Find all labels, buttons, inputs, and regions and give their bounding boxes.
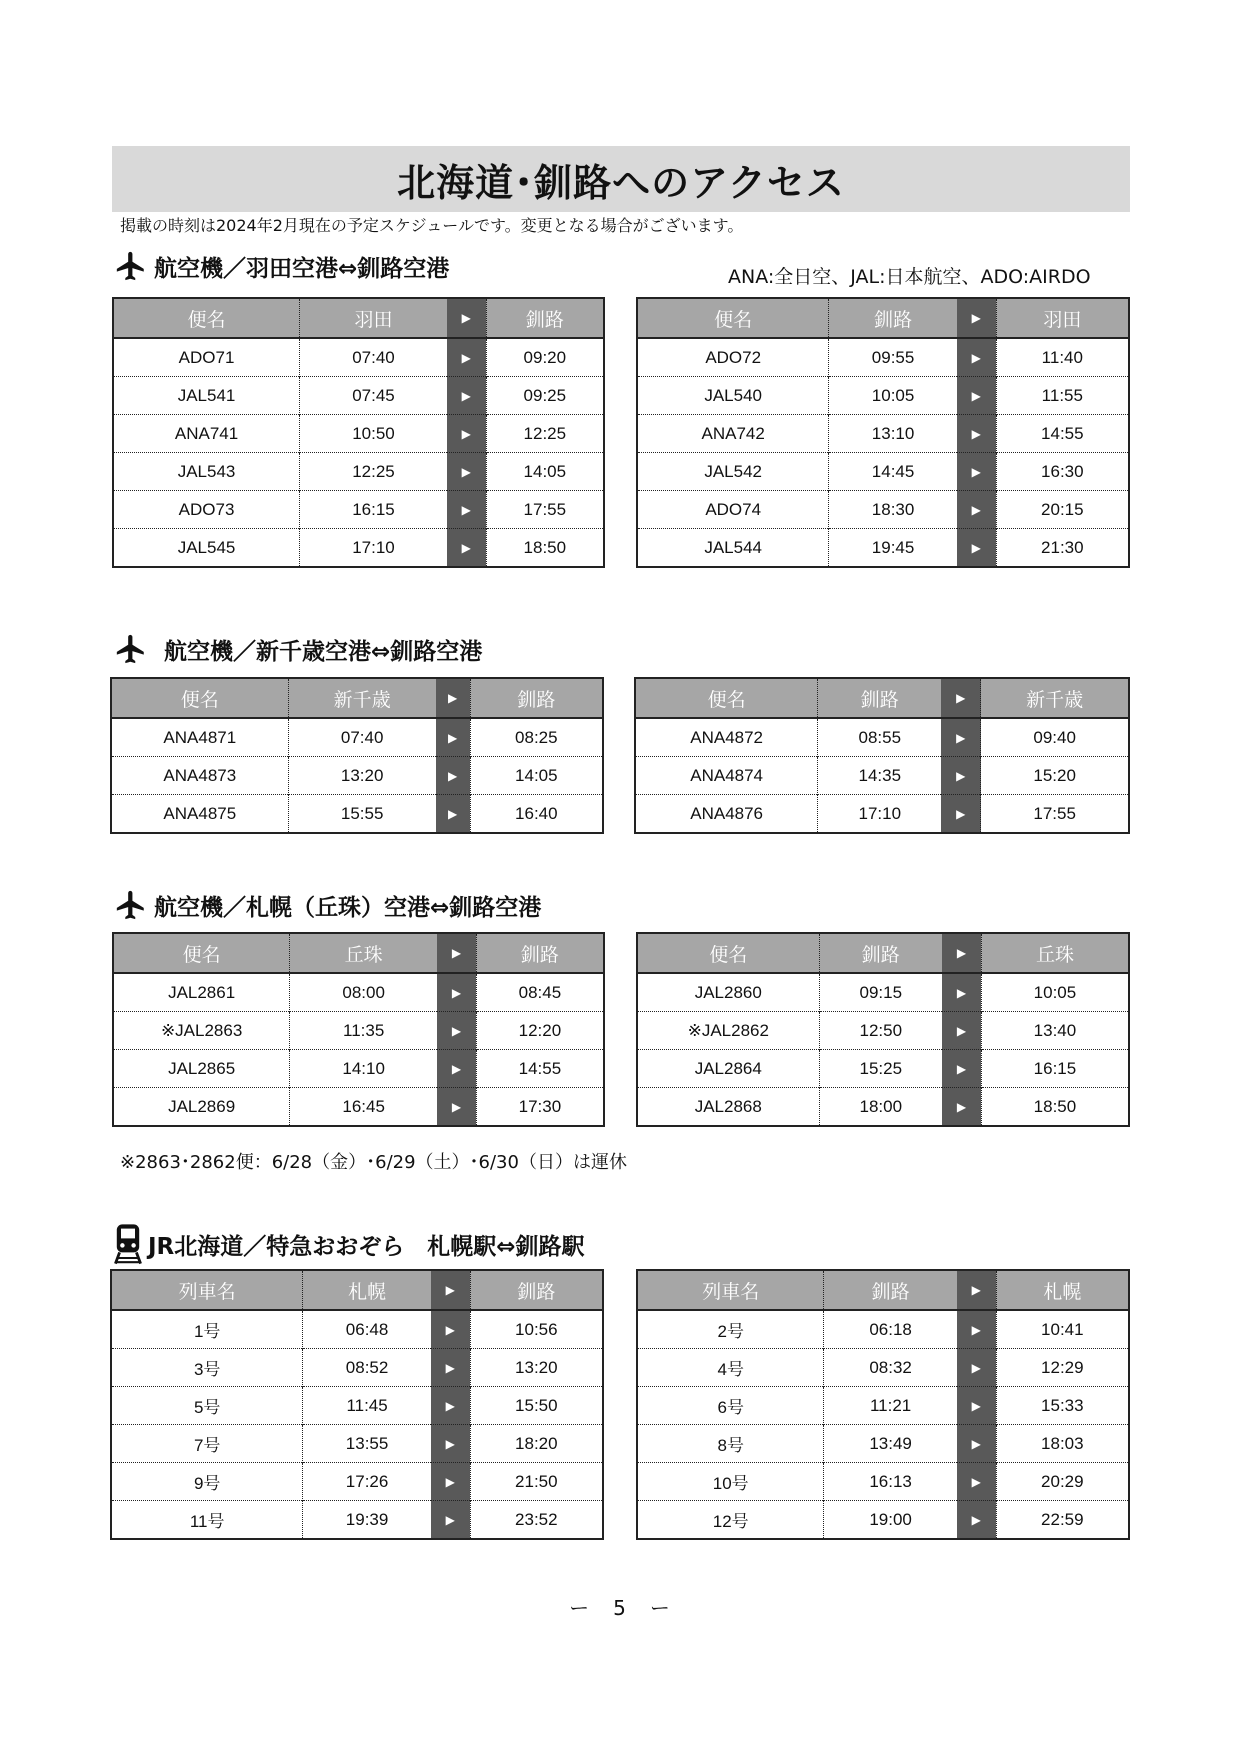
departure-time: 10:50 <box>300 415 447 453</box>
column-header: 札幌 <box>303 1270 431 1310</box>
departure-time: 13:20 <box>288 757 436 795</box>
flight-name: 12号 <box>637 1501 824 1540</box>
train-icon <box>114 1222 142 1266</box>
arrow-icon: ▶ <box>447 529 486 568</box>
arrival-time: 17:55 <box>981 795 1129 834</box>
arrow-icon: ▶ <box>431 1349 470 1387</box>
timetable-kushiro-to-okadama <box>636 932 1130 1127</box>
flight-name: ANA4873 <box>111 757 288 795</box>
arrow-icon: ▶ <box>942 973 981 1012</box>
arrow-icon: ▶ <box>957 1463 996 1501</box>
arrow-icon: ▶ <box>447 491 486 529</box>
departure-time: 08:52 <box>303 1349 431 1387</box>
table-row <box>637 1501 1129 1540</box>
flight-name: 6号 <box>637 1387 824 1425</box>
departure-time: 19:00 <box>824 1501 957 1540</box>
arrival-time: 09:25 <box>486 377 604 415</box>
arrival-time: 14:05 <box>470 757 603 795</box>
arrival-time: 08:25 <box>470 718 603 757</box>
arrow-icon: ▶ <box>436 718 470 757</box>
timetable-chitose-to-kushiro <box>110 677 604 834</box>
table-row <box>113 338 604 377</box>
arrival-time: 12:20 <box>476 1012 604 1050</box>
flight-name: 4号 <box>637 1349 824 1387</box>
title-banner <box>112 146 1130 212</box>
column-header: 新千歳 <box>981 678 1129 718</box>
departure-time: 08:55 <box>818 718 942 757</box>
arrival-time: 16:30 <box>996 453 1129 491</box>
page-title: 北海道･釧路へのアクセス <box>397 160 845 205</box>
column-header: 便名 <box>635 678 818 718</box>
column-header: 釧路 <box>486 298 604 338</box>
timetable-kushiro-to-sapporo <box>636 1269 1130 1540</box>
arrow-icon: ▶ <box>957 415 996 453</box>
flight-name: ADO71 <box>113 338 300 377</box>
arrow-icon: ▶ <box>957 338 996 377</box>
timetable-sapporo-to-kushiro <box>110 1269 604 1540</box>
departure-time: 10:05 <box>829 377 957 415</box>
arrival-time: 11:40 <box>996 338 1129 377</box>
departure-time: 09:55 <box>829 338 957 377</box>
arrow-icon: ▶ <box>437 1012 476 1050</box>
section-title-jr <box>114 1222 585 1266</box>
departure-time: 18:00 <box>819 1088 942 1127</box>
arrival-time: 10:41 <box>996 1310 1129 1349</box>
flight-name: ANA742 <box>637 415 829 453</box>
column-header: 新千歳 <box>288 678 436 718</box>
table-row <box>113 491 604 529</box>
flight-name: ※JAL2862 <box>637 1012 819 1050</box>
arrow-icon: ▶ <box>431 1463 470 1501</box>
column-header: 便名 <box>637 298 829 338</box>
flight-name: JAL2869 <box>113 1088 290 1127</box>
departure-time: 07:45 <box>300 377 447 415</box>
table-row <box>113 973 604 1012</box>
table-header-row <box>111 1270 603 1310</box>
table-row <box>111 757 603 795</box>
arrow-icon: ▶ <box>941 795 981 834</box>
table-row <box>637 415 1129 453</box>
flight-name: 7号 <box>111 1425 303 1463</box>
departure-time: 14:35 <box>818 757 942 795</box>
flight-name: 1号 <box>111 1310 303 1349</box>
flight-name: JAL540 <box>637 377 829 415</box>
airline-legend: ANA:全日空、JAL:日本航空、ADO:AIRDO <box>728 266 1091 288</box>
arrow-icon: ▶ <box>437 1088 476 1127</box>
section-title-haneda <box>114 247 449 285</box>
table-row <box>113 529 604 568</box>
arrow-icon: ▶ <box>437 933 476 973</box>
flight-name: ANA4871 <box>111 718 288 757</box>
arrow-icon: ▶ <box>941 718 981 757</box>
flight-name: 11号 <box>111 1501 303 1540</box>
departure-time: 09:15 <box>819 973 942 1012</box>
column-header: 列車名 <box>637 1270 824 1310</box>
departure-time: 08:00 <box>290 973 437 1012</box>
column-header: 丘珠 <box>290 933 437 973</box>
arrival-time: 12:25 <box>486 415 604 453</box>
airplane-icon <box>114 247 148 285</box>
table-row <box>637 1387 1129 1425</box>
arrow-icon: ▶ <box>436 678 470 718</box>
arrival-time: 16:15 <box>981 1050 1129 1088</box>
airplane-icon <box>114 886 148 924</box>
departure-time: 15:55 <box>288 795 436 834</box>
arrow-icon: ▶ <box>447 377 486 415</box>
airplane-icon <box>114 630 148 668</box>
flight-name: 2号 <box>637 1310 824 1349</box>
arrival-time: 14:55 <box>996 415 1129 453</box>
arrival-time: 23:52 <box>470 1501 603 1540</box>
section-title-text: 航空機／札幌（丘珠）空港⇔釧路空港 <box>154 894 542 921</box>
section-title-text: 航空機／新千歳空港⇔釧路空港 <box>164 638 483 665</box>
departure-time: 17:10 <box>818 795 942 834</box>
table-row <box>637 1088 1129 1127</box>
table-row <box>635 795 1129 834</box>
departure-time: 13:10 <box>829 415 957 453</box>
arrow-icon: ▶ <box>957 1270 996 1310</box>
flight-name: JAL2860 <box>637 973 819 1012</box>
arrow-icon: ▶ <box>957 1387 996 1425</box>
column-header: 列車名 <box>111 1270 303 1310</box>
column-header: 釧路 <box>470 678 603 718</box>
table-row <box>113 1050 604 1088</box>
departure-time: 17:26 <box>303 1463 431 1501</box>
table-row <box>637 1349 1129 1387</box>
departure-time: 11:35 <box>290 1012 437 1050</box>
table-row <box>111 1387 603 1425</box>
arrival-time: 09:40 <box>981 718 1129 757</box>
arrow-icon: ▶ <box>942 1050 981 1088</box>
table-row <box>111 795 603 834</box>
flight-name: ADO73 <box>113 491 300 529</box>
arrow-icon: ▶ <box>447 415 486 453</box>
flight-name: JAL543 <box>113 453 300 491</box>
arrow-icon: ▶ <box>942 1088 981 1127</box>
table-header-row <box>637 1270 1129 1310</box>
arrival-time: 14:55 <box>476 1050 604 1088</box>
departure-time: 11:45 <box>303 1387 431 1425</box>
table-row <box>637 338 1129 377</box>
column-header: 羽田 <box>300 298 447 338</box>
section-title-chitose <box>114 630 482 668</box>
table-row <box>111 1463 603 1501</box>
flight-name: 8号 <box>637 1425 824 1463</box>
flight-name: JAL544 <box>637 529 829 568</box>
arrow-icon: ▶ <box>957 298 996 338</box>
arrival-time: 14:05 <box>486 453 604 491</box>
table-row <box>113 1088 604 1127</box>
column-header: 便名 <box>113 933 290 973</box>
departure-time: 16:13 <box>824 1463 957 1501</box>
flight-name: 3号 <box>111 1349 303 1387</box>
table-header-row <box>635 678 1129 718</box>
departure-time: 19:39 <box>303 1501 431 1540</box>
arrival-time: 17:30 <box>476 1088 604 1127</box>
arrow-icon: ▶ <box>941 757 981 795</box>
table-row <box>111 718 603 757</box>
arrow-icon: ▶ <box>431 1387 470 1425</box>
column-header: 便名 <box>111 678 288 718</box>
flight-name: JAL545 <box>113 529 300 568</box>
table-row <box>637 529 1129 568</box>
arrival-time: 20:29 <box>996 1463 1129 1501</box>
arrival-time: 20:15 <box>996 491 1129 529</box>
column-header: 釧路 <box>824 1270 957 1310</box>
column-header: 釧路 <box>470 1270 603 1310</box>
table-header-row <box>637 298 1129 338</box>
arrow-icon: ▶ <box>957 1425 996 1463</box>
arrival-time: 18:03 <box>996 1425 1129 1463</box>
arrival-time: 10:05 <box>981 973 1129 1012</box>
arrow-icon: ▶ <box>431 1425 470 1463</box>
departure-time: 14:10 <box>290 1050 437 1088</box>
arrow-icon: ▶ <box>431 1270 470 1310</box>
column-header: 便名 <box>113 298 300 338</box>
arrow-icon: ▶ <box>957 1349 996 1387</box>
departure-time: 07:40 <box>288 718 436 757</box>
departure-time: 07:40 <box>300 338 447 377</box>
departure-time: 16:45 <box>290 1088 437 1127</box>
arrow-icon: ▶ <box>957 1501 996 1540</box>
flight-name: JAL2861 <box>113 973 290 1012</box>
timetable-okadama-to-kushiro <box>112 932 605 1127</box>
flight-name: JAL2864 <box>637 1050 819 1088</box>
column-header: 釧路 <box>829 298 957 338</box>
arrow-icon: ▶ <box>431 1501 470 1540</box>
arrival-time: 08:45 <box>476 973 604 1012</box>
flight-name: JAL2865 <box>113 1050 290 1088</box>
arrow-icon: ▶ <box>957 453 996 491</box>
arrow-icon: ▶ <box>447 298 486 338</box>
table-row <box>637 1050 1129 1088</box>
table-row <box>111 1425 603 1463</box>
departure-time: 17:10 <box>300 529 447 568</box>
section-title-okadama <box>114 886 541 924</box>
flight-name: JAL2868 <box>637 1088 819 1127</box>
timetable-haneda-to-kushiro <box>112 297 605 568</box>
arrival-time: 21:50 <box>470 1463 603 1501</box>
table-row <box>637 1425 1129 1463</box>
arrival-time: 12:29 <box>996 1349 1129 1387</box>
flight-name: JAL541 <box>113 377 300 415</box>
departure-time: 06:48 <box>303 1310 431 1349</box>
flight-name: ANA4875 <box>111 795 288 834</box>
table-row <box>635 757 1129 795</box>
table-row <box>637 973 1129 1012</box>
table-row <box>111 1501 603 1540</box>
arrival-time: 18:20 <box>470 1425 603 1463</box>
table-row <box>637 453 1129 491</box>
flight-name: ADO72 <box>637 338 829 377</box>
arrival-time: 22:59 <box>996 1501 1129 1540</box>
table-row <box>637 377 1129 415</box>
departure-time: 19:45 <box>829 529 957 568</box>
arrow-icon: ▶ <box>431 1310 470 1349</box>
table-header-row <box>111 678 603 718</box>
departure-time: 08:32 <box>824 1349 957 1387</box>
flight-name: ANA4874 <box>635 757 818 795</box>
arrow-icon: ▶ <box>447 338 486 377</box>
section-title-text: 航空機／羽田空港⇔釧路空港 <box>154 255 450 282</box>
arrival-time: 18:50 <box>486 529 604 568</box>
arrow-icon: ▶ <box>436 757 470 795</box>
arrow-icon: ▶ <box>957 377 996 415</box>
column-header: 札幌 <box>996 1270 1129 1310</box>
departure-time: 12:50 <box>819 1012 942 1050</box>
table-row <box>113 415 604 453</box>
table-row <box>113 377 604 415</box>
arrow-icon: ▶ <box>957 529 996 568</box>
departure-time: 06:18 <box>824 1310 957 1349</box>
flight-name: ANA741 <box>113 415 300 453</box>
departure-time: 18:30 <box>829 491 957 529</box>
arrival-time: 17:55 <box>486 491 604 529</box>
table-row <box>637 491 1129 529</box>
arrival-time: 10:56 <box>470 1310 603 1349</box>
table-header-row <box>637 933 1129 973</box>
arrow-icon: ▶ <box>957 1310 996 1349</box>
column-header: 釧路 <box>818 678 942 718</box>
arrival-time: 13:20 <box>470 1349 603 1387</box>
column-header: 丘珠 <box>981 933 1129 973</box>
arrow-icon: ▶ <box>437 1050 476 1088</box>
column-header: 釧路 <box>819 933 942 973</box>
arrival-time: 21:30 <box>996 529 1129 568</box>
flight-name: 5号 <box>111 1387 303 1425</box>
departure-time: 14:45 <box>829 453 957 491</box>
table-header-row <box>113 298 604 338</box>
arrow-icon: ▶ <box>942 1012 981 1050</box>
arrival-time: 15:50 <box>470 1387 603 1425</box>
flight-name: JAL542 <box>637 453 829 491</box>
schedule-note: 掲載の時刻は2024年2月現在の予定スケジュールです。変更となる場合がございます。 <box>120 216 744 235</box>
flight-name: ※JAL2863 <box>113 1012 290 1050</box>
column-header: 釧路 <box>476 933 604 973</box>
arrow-icon: ▶ <box>436 795 470 834</box>
table-row <box>113 1012 604 1050</box>
arrival-time: 16:40 <box>470 795 603 834</box>
table-row <box>111 1349 603 1387</box>
column-header: 便名 <box>637 933 819 973</box>
table-row <box>637 1012 1129 1050</box>
arrow-icon: ▶ <box>437 973 476 1012</box>
departure-time: 13:49 <box>824 1425 957 1463</box>
flight-name: ADO74 <box>637 491 829 529</box>
page-number: ー 5 ー <box>569 1596 672 1620</box>
flight-name: 10号 <box>637 1463 824 1501</box>
table-row <box>637 1463 1129 1501</box>
table-row <box>111 1310 603 1349</box>
arrival-time: 11:55 <box>996 377 1129 415</box>
flight-name: ANA4876 <box>635 795 818 834</box>
flight-name: 9号 <box>111 1463 303 1501</box>
timetable-kushiro-to-chitose <box>634 677 1130 834</box>
arrival-time: 09:20 <box>486 338 604 377</box>
column-header: 羽田 <box>996 298 1129 338</box>
arrow-icon: ▶ <box>447 453 486 491</box>
table-header-row <box>113 933 604 973</box>
arrow-icon: ▶ <box>957 491 996 529</box>
arrival-time: 15:33 <box>996 1387 1129 1425</box>
departure-time: 16:15 <box>300 491 447 529</box>
footnote: ※2863･2862便：6/28（金）･6/29（土）･6/30（日）は運休 <box>120 1152 627 1173</box>
arrow-icon: ▶ <box>941 678 981 718</box>
departure-time: 15:25 <box>819 1050 942 1088</box>
departure-time: 12:25 <box>300 453 447 491</box>
departure-time: 13:55 <box>303 1425 431 1463</box>
arrival-time: 13:40 <box>981 1012 1129 1050</box>
arrow-icon: ▶ <box>942 933 981 973</box>
table-row <box>635 718 1129 757</box>
timetable-kushiro-to-haneda <box>636 297 1130 568</box>
section-title-text: JR北海道／特急おおぞら 札幌駅⇔釧路駅 <box>148 1233 585 1260</box>
table-row <box>113 453 604 491</box>
departure-time: 11:21 <box>824 1387 957 1425</box>
table-row <box>637 1310 1129 1349</box>
arrival-time: 18:50 <box>981 1088 1129 1127</box>
flight-name: ANA4872 <box>635 718 818 757</box>
arrival-time: 15:20 <box>981 757 1129 795</box>
